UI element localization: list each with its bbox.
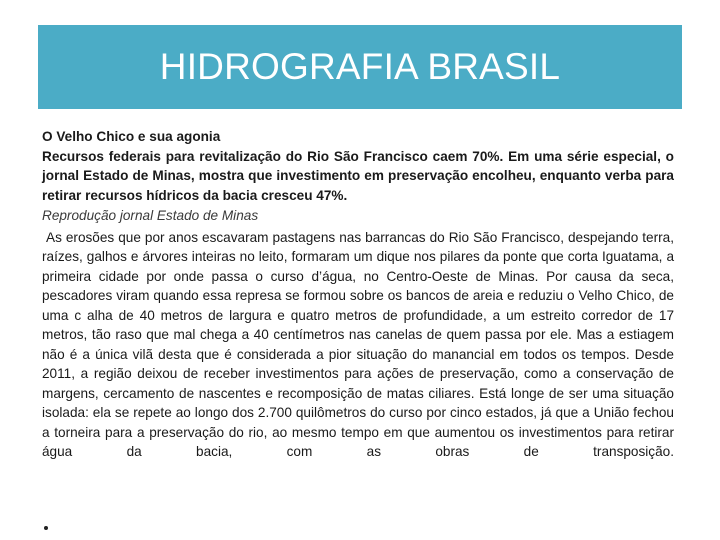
article-body: As erosões que por anos escavaram pastagens nas barrancas do Rio São Francisco, despejando terra, raízes, galhos e árvores inteiras no leito, formaram um dique nos pilares da ponte que corta Iguatama, a primeira cidade por onde passa o curso d’água, no Centro-Oeste de Minas. Por causa da seca, pescadores viram quando essa represa se formou sobre os bancos de areia e reduziu o Velho Chico, de uma c alha de 40 metros de largura e quatro metros de profundidade, a um estreito corredor de 17 metros, tão raso que mal chega a 40 centímetros nas canelas de quem passa por ele. Mas a estiagem não é a única vilã desta que é considerada a pior situação do manancial em todos os tempos. Desde 2011, a região deixou de receber investimentos para ações de preservação, como a conservação de margens, cercamento de nascentes e recomposição de matas ciliares. Está longe de ser uma situação isolada: ela se repete ao longo dos 2.700 quilômetros do curso por cinco estados, já que a União fechou a torneira para a preservação do rio, ao mesmo tempo em que aumentou os investimentos para retirar água da bacia, com as obras de transposição. bbox=[42, 229, 674, 459]
bullet-point bbox=[44, 526, 48, 530]
slide-title: HIDROGRAFIA BRASIL bbox=[159, 46, 561, 87]
image-credit: Reprodução jornal Estado de Minas bbox=[42, 208, 259, 223]
article-lead: Recursos federais para revitalização do Rio São Francisco caem 70%. Em uma série especial, o jornal Estado de Minas, mostra que investimento em preservação encolheu, enquanto verba para retirar recursos hídricos da bacia cresceu 47%. bbox=[42, 148, 674, 203]
title-bar bbox=[38, 25, 682, 109]
article-content bbox=[42, 127, 674, 462]
article-heading: O Velho Chico e sua agonia bbox=[42, 129, 221, 144]
